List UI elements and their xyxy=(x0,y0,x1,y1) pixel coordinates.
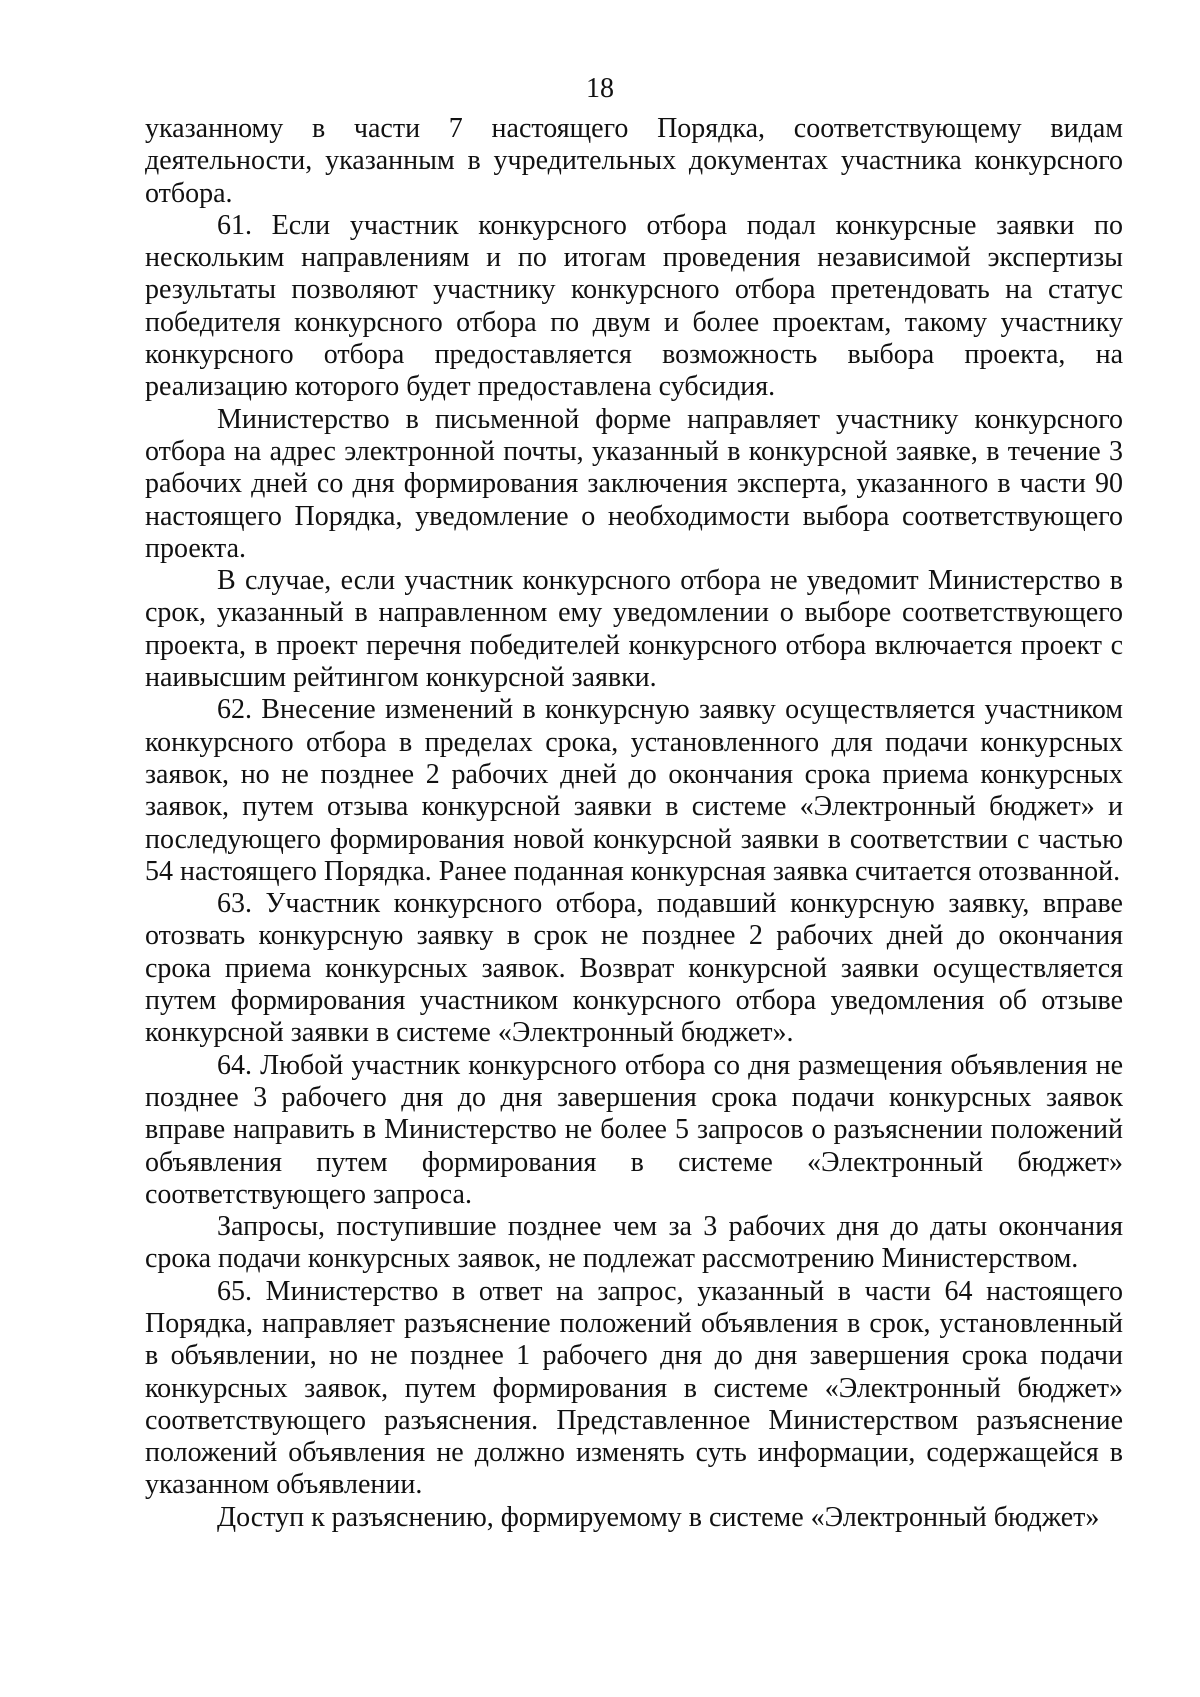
paragraph-65: 65. Министерство в ответ на запрос, указанный в части 64 настоящего Порядка, направляет разъяснение положений объявления в срок, установленный в объявлении, но не позднее 1 рабочего дня до дня завершения срока подачи конкурсных заявок, путем формирования в системе «Электронный бюджет» соответствующего разъяснения. Представленное Министерством разъяснение положений объявления не должно изменять суть информации, содержащейся в указанном объявлении. xyxy=(145,1275,1123,1501)
paragraph: Министерство в письменной форме направляет участнику конкурсного отбора на адрес электронной почты, указанный в конкурсной заявке, в течение 3 рабочих дней со дня формирования заключения эксперта, указанного в части 90 настоящего Порядка, уведомление о необходимости выбора соответствующего проекта. xyxy=(145,403,1123,564)
document-body xyxy=(145,113,1123,1534)
paragraph: указанному в части 7 настоящего Порядка, соответствующему видам деятельности, указанным в учредительных документах участника конкурсного отбора. xyxy=(145,113,1123,209)
paragraph-62: 62. Внесение изменений в конкурсную заявку осуществляется участником конкурсного отбора в пределах срока, установленного для подачи конкурсных заявок, но не позднее 2 рабочих дней до окончания срока приема конкурсных заявок, путем отзыва конкурсной заявки в системе «Электронный бюджет» и последующего формирования новой конкурсной заявки в соответствии с частью 54 настоящего Порядка. Ранее поданная конкурсная заявка считается отозванной. xyxy=(145,694,1123,887)
paragraph-63: 63. Участник конкурсного отбора, подавший конкурсную заявку, вправе отозвать конкурсную заявку в срок не позднее 2 рабочих дней до окончания срока приема конкурсных заявок. Возврат конкурсной заявки осуществляется путем формирования участником конкурсного отбора уведомления об отзыве конкурсной заявки в системе «Электронный бюджет». xyxy=(145,888,1123,1049)
paragraph-64: 64. Любой участник конкурсного отбора со дня размещения объявления не позднее 3 рабочего дня до дня завершения срока подачи конкурсных заявок вправе направить в Министерство не более 5 запросов о разъяснении положений объявления путем формирования в системе «Электронный бюджет» соответствующего запроса. xyxy=(145,1049,1123,1210)
paragraph: В случае, если участник конкурсного отбора не уведомит Министерство в срок, указанный в направленном ему уведомлении о выборе соответствующего проекта, в проект перечня победителей конкурсного отбора включается проект с наивысшим рейтингом конкурсной заявки. xyxy=(145,565,1123,694)
paragraph: Доступ к разъяснению, формируемому в системе «Электронный бюджет» xyxy=(217,1501,1100,1533)
page-number: 18 xyxy=(586,73,614,104)
paragraph-61: 61. Если участник конкурсного отбора подал конкурсные заявки по нескольким направлениям и по итогам проведения независимой экспертизы результаты позволяют участнику конкурсного отбора претендовать на статус победителя конкурсного отбора по двум и более проектам, такому участнику конкурсного отбора предоставляется возможность выбора проекта, на реализацию которого будет предоставлена субсидия. xyxy=(145,209,1123,403)
paragraph: Запросы, поступившие позднее чем за 3 рабочих дня до даты окончания срока подачи конкурсных заявок, не подлежат рассмотрению Министерством. xyxy=(145,1211,1123,1275)
